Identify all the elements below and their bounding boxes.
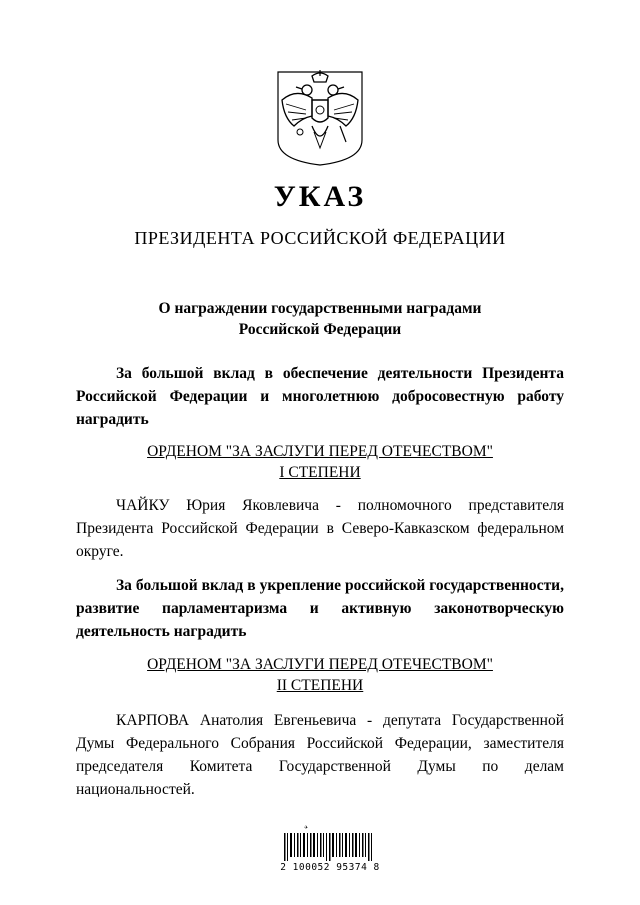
decree-title: УКАЗ [273,180,367,213]
coat-of-arms-icon [276,70,364,166]
order-1-degree: I СТЕПЕНИ [279,464,361,481]
decree-heading [0,298,640,340]
barcode-number: 2 100052 95374 8 [280,862,380,873]
decree-subtitle: ПРЕЗИДЕНТА РОССИЙСКОЙ ФЕДЕРАЦИИ [134,228,506,248]
order-title-1 [0,441,640,483]
order-2-degree: II СТЕПЕНИ [276,677,364,694]
heading-line-1: О награждении государственными наградами [158,300,482,317]
recipient-paragraph-1: ЧАЙКУ Юрия Яковлевича - полномочного представителя Президента Российской Федерации в Северо-Кавказском федеральном округе. [76,497,564,560]
recipient-paragraph-2: КАРПОВА Анатолия Евгеньевича - депутата Государственной Думы Федерального Собрания Российской Федерации, заместителя председателя Комитета Государственной Думы по делам национальностей. [76,712,564,798]
order-2-name: ОРДЕНОМ "ЗА ЗАСЛУГИ ПЕРЕД ОТЕЧЕСТВОМ" [147,656,493,673]
svg-text:✈: ✈ [304,825,309,831]
award-reason-paragraph-2: За большой вклад в укрепление российской государственности, развитие парламентаризма и активную законотворческую деятельность наградить [76,577,564,640]
order-title-2 [0,654,640,696]
award-reason-paragraph-1: За большой вклад в обеспечение деятельности Президента Российской Федерации и многолетнюю добросовестную работу наградить [76,365,564,428]
heading-line-2: Российской Федерации [238,321,402,338]
order-1-name: ОРДЕНОМ "ЗА ЗАСЛУГИ ПЕРЕД ОТЕЧЕСТВОМ" [147,443,493,460]
